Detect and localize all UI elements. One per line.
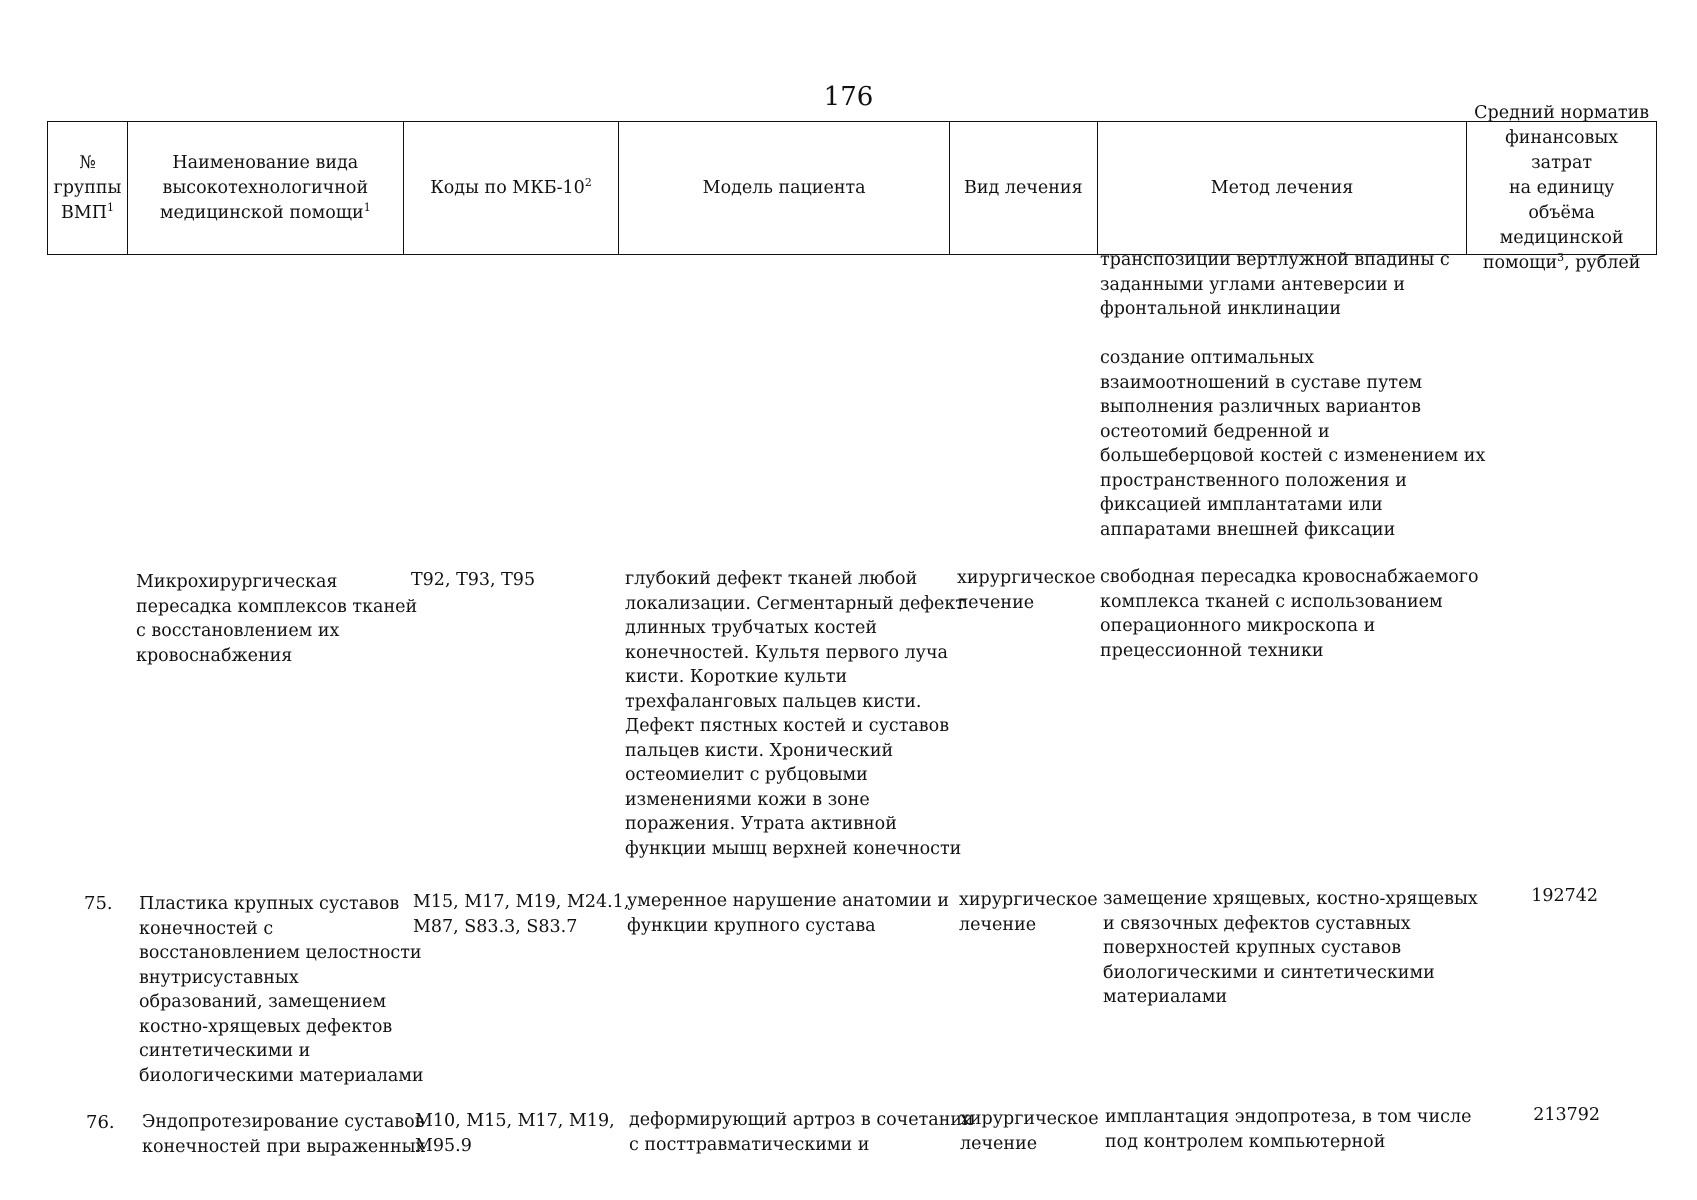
header-patient-model: Модель пациента [619,122,950,254]
micro-method: свободная пересадка кровоснабжаемого комплекса тканей с использованием операционного микроскопа и прецессионной техники [1100,567,1479,661]
row-76-number: 76. [86,1112,115,1133]
header-care-name: Наименование вида высокотехнологичной медицинской помощи$^1$ [128,122,404,254]
row-75-name: Пластика крупных суставов конечностей с восстановлением целостности внутрисуставных образований, замещением костно-хрящевых дефектов синтетическими и биологическими материалами [139,894,424,1086]
micro-treatment: хирургическое лечение [957,568,1096,613]
micro-name: Микрохирургическая пересадка комплексов тканей с восстановлением их кровоснабжения [136,572,418,666]
row-75-cost: 192742 [1531,886,1598,906]
row-76-cost: 213792 [1533,1105,1600,1125]
cont-method-1: транспозиции вертлужной впадины с заданными углами антеверсии и фронтальной инклинации [1100,250,1450,319]
row-75-codes: M15, M17, M19, M24.1, M87, S83.3, S83.7 [413,892,630,937]
row-75-number: 75. [84,893,113,914]
page-number: 176 [823,82,874,112]
header-treatment-type: Вид лечения [950,122,1098,254]
row-75-method: замещение хрящевых, костно-хрящевых и связочных дефектов суставных поверхностей крупных суставов биологическими и синтетическими материалами [1103,889,1478,1007]
row-76-method: имплантация эндопротеза, в том числе под контролем компьютерной [1105,1107,1472,1152]
table-header [47,102,1657,273]
row-76-codes: M10, M15, M17, M19, M95.9 [415,1111,615,1156]
header-average-cost: Средний норматив финансовых затрат на единицу объёма медицинской помощи$^3$, рублей [1474,102,1650,273]
row-76-treatment: хирургическое лечение [960,1109,1099,1154]
header-group-number: № группы ВМП$^1$ [48,122,128,254]
header-treatment-method: Метод лечения [1098,122,1468,254]
row-75-model: умеренное нарушение анатомии и функции крупного сустава [627,891,949,936]
micro-codes: T92, T93, T95 [411,570,536,590]
header-icd-codes: Коды по МКБ-$10^2$ [404,122,620,254]
row-75-treatment: хирургическое лечение [959,890,1098,935]
row-76-name: Эндопротезирование суставов конечностей при выраженных [142,1112,426,1157]
micro-model: глубокий дефект тканей любой локализации. Сегментарный дефект длинных трубчатых костей конечностей. Культя первого луча кисти. Короткие культи трехфаланговых пальцев кисти. Дефект пястных костей и суставов пальцев кисти. Хронический остеомиелит с рубцовыми изменениями кожи в зоне поражения. Утрата активной функции мышц верхней конечности [625,569,965,859]
cont-method-2: создание оптимальных взаимоотношений в суставе путем выполнения различных вариантов остеотомий бедренной и большеберцовой костей с изменением их пространственного положения и фиксацией имплантатами или аппаратами внешней фиксации [1100,348,1486,540]
row-76-model: деформирующий артроз в сочетании с посттравматическими и [629,1110,974,1155]
